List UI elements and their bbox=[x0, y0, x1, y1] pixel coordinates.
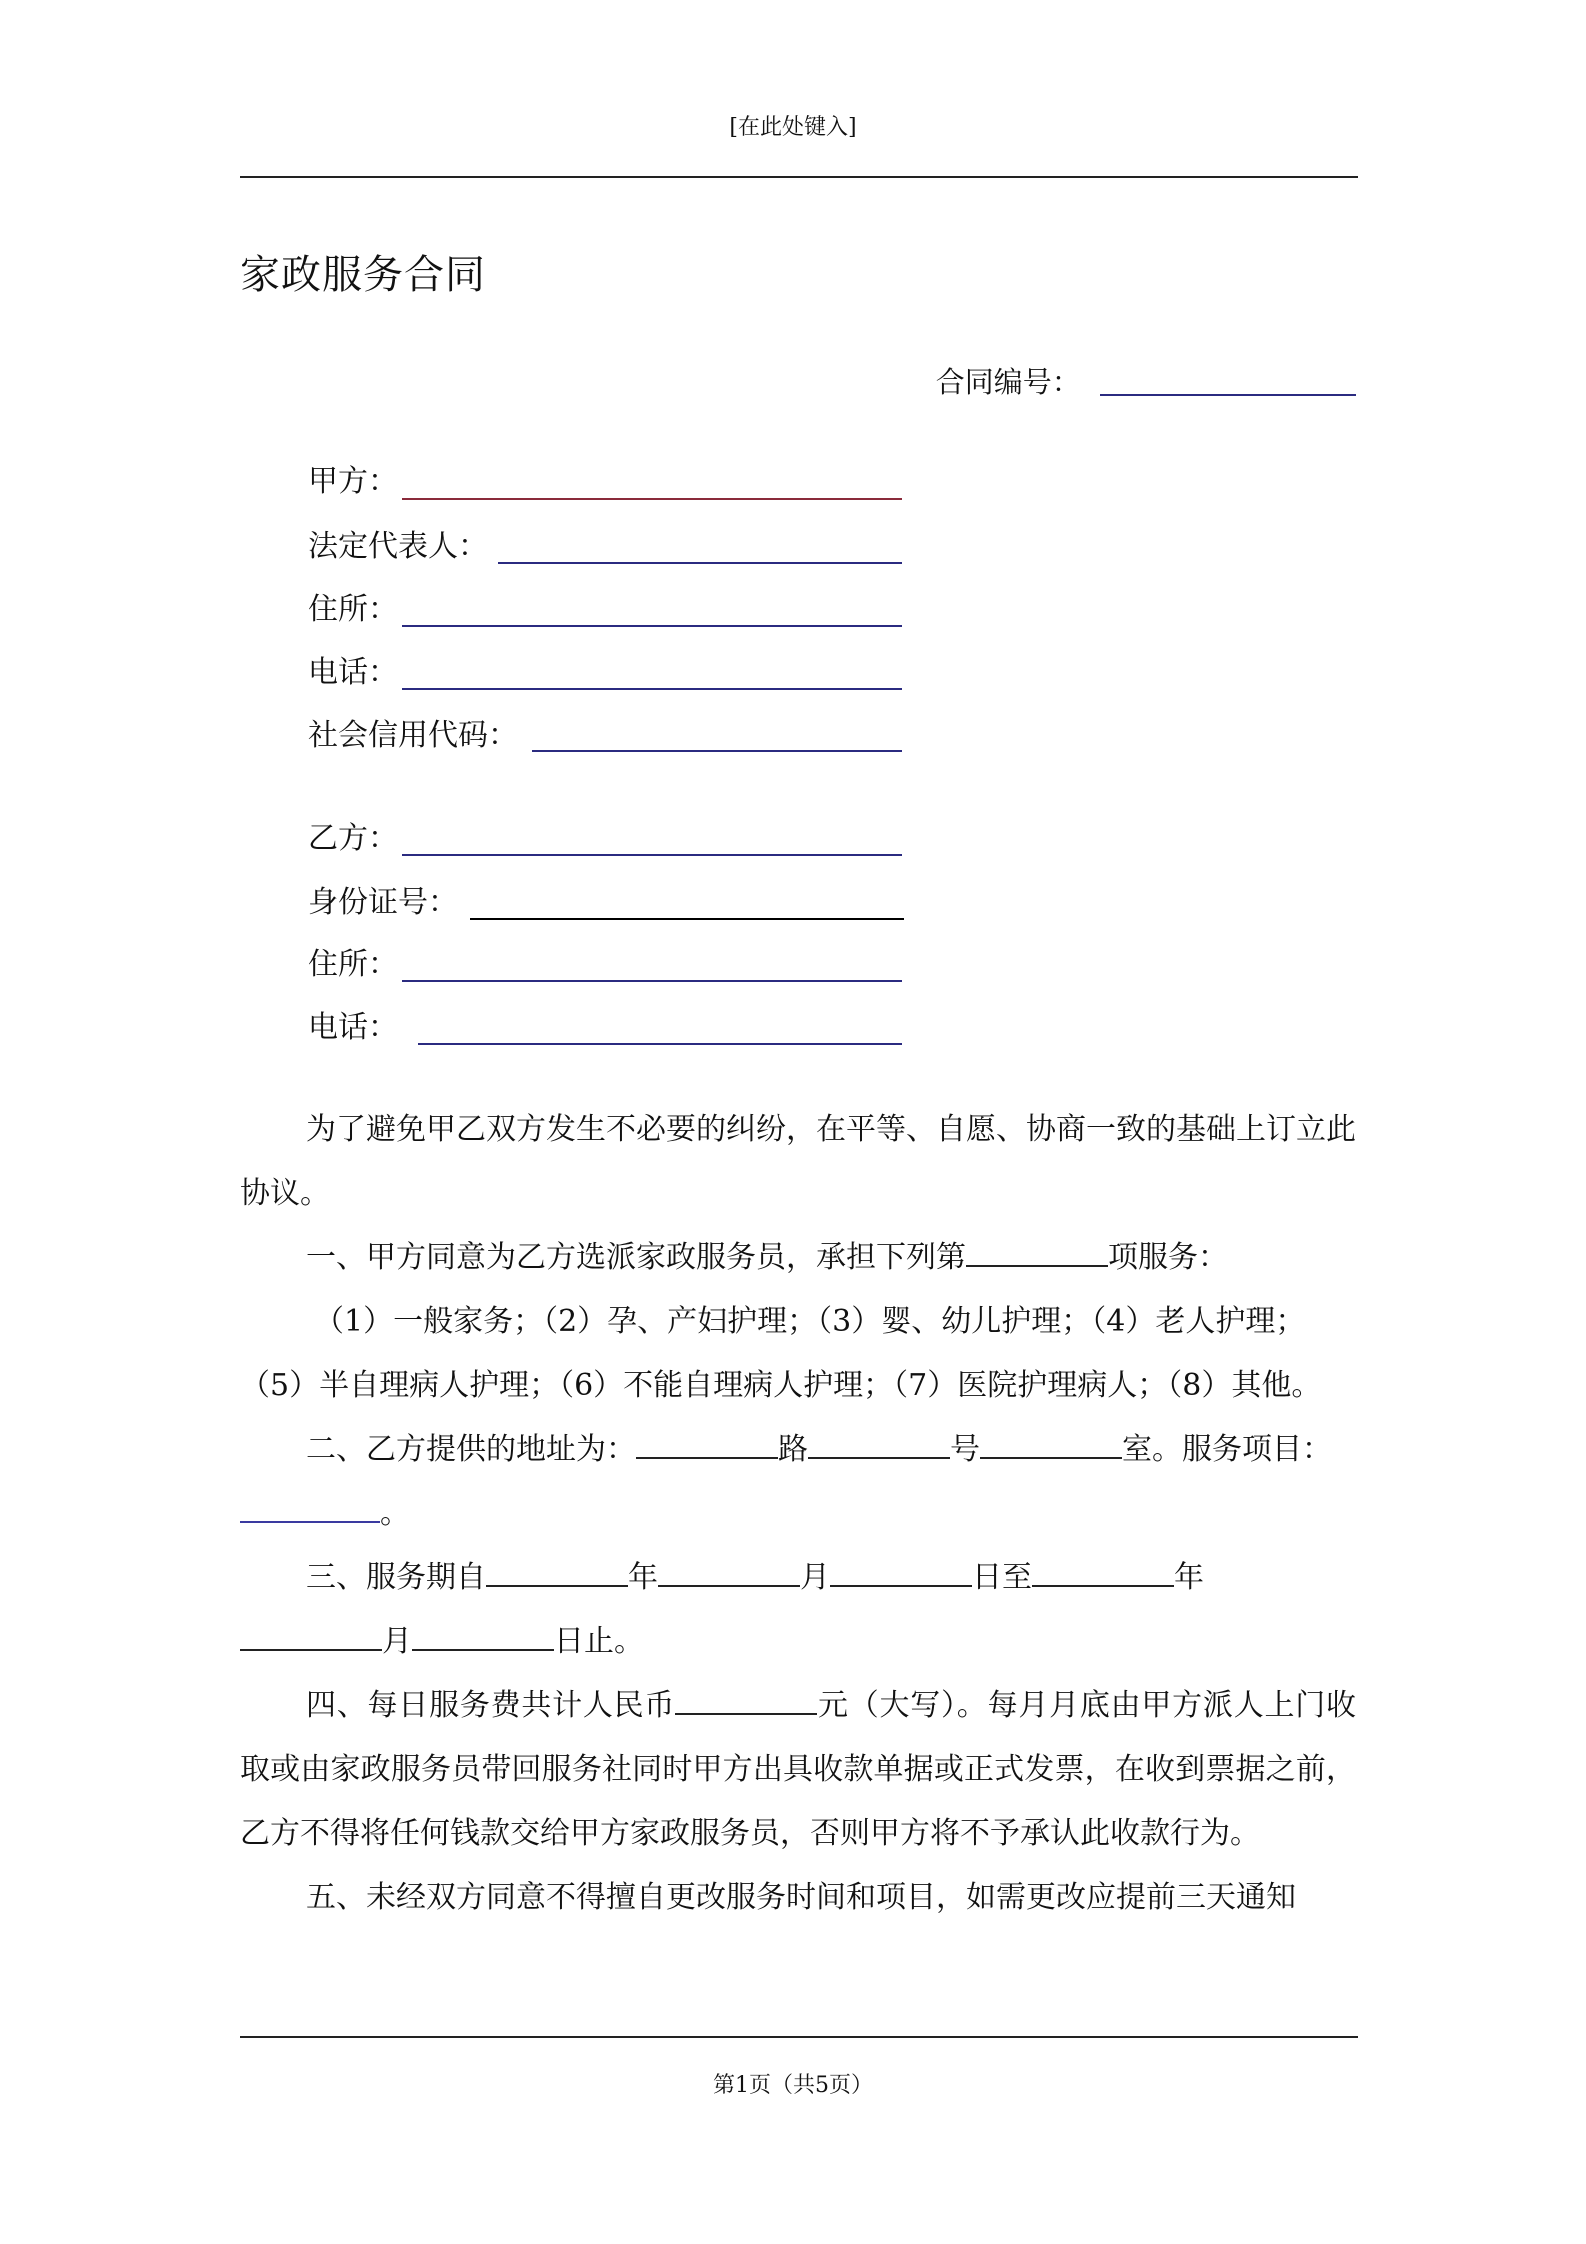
document-title: 家政服务合同 bbox=[240, 252, 486, 298]
clause-2-text-a: 二、乙方提供的地址为： bbox=[306, 1432, 636, 1467]
clause-1-text-b: 项服务： bbox=[1108, 1240, 1228, 1275]
intro-paragraph: 为了避免甲乙双方发生不必要的纠纷，在平等、自愿、协商一致的基础上订立此协议。 bbox=[240, 1112, 1356, 1211]
year-label-2: 年 bbox=[1174, 1560, 1204, 1595]
clause-3-end: 日止。 bbox=[554, 1624, 644, 1659]
service-item-blank[interactable] bbox=[966, 1239, 1108, 1267]
service-project-blank[interactable] bbox=[240, 1495, 380, 1523]
road-label: 路 bbox=[778, 1432, 808, 1467]
clause-2 bbox=[240, 1418, 1356, 1546]
clause-3 bbox=[240, 1546, 1356, 1674]
number-blank[interactable] bbox=[808, 1431, 950, 1459]
party-b-address-field[interactable] bbox=[402, 980, 902, 982]
clause-1-text-a: 一、甲方同意为乙方选派家政服务员，承担下列第 bbox=[306, 1240, 966, 1275]
footer-rule bbox=[240, 2036, 1358, 2038]
party-a-address-field[interactable] bbox=[402, 625, 902, 627]
contract-number-field[interactable] bbox=[1100, 394, 1356, 396]
clause-2-text-d: 室。服务项目： bbox=[1122, 1432, 1332, 1467]
fee-blank[interactable] bbox=[675, 1687, 817, 1715]
clause-4-text-a: 四、每日服务费共计人民币 bbox=[306, 1688, 676, 1723]
year-label: 年 bbox=[628, 1560, 658, 1595]
start-year-blank[interactable] bbox=[486, 1559, 628, 1587]
page-header: [在此处键入] bbox=[729, 115, 857, 140]
page-footer: 第1页（共5页） bbox=[713, 2073, 873, 2098]
contract-number-label: 合同编号： bbox=[935, 365, 1081, 399]
party-a-field[interactable] bbox=[402, 498, 902, 500]
clause-4 bbox=[240, 1674, 1356, 1866]
end-year-blank[interactable] bbox=[1032, 1559, 1174, 1587]
number-label: 号 bbox=[950, 1432, 980, 1467]
road-blank[interactable] bbox=[636, 1431, 778, 1459]
contract-body bbox=[240, 1098, 1356, 1930]
service-list-line-1: （1）一般家务；（2）孕、产妇护理；（3）婴、幼儿护理；（4）老人护理； bbox=[314, 1304, 1306, 1339]
clause-2-end: 。 bbox=[380, 1496, 410, 1531]
service-list-line-2: （5）半自理病人护理；（6）不能自理病人护理；（7）医院护理病人；（8）其他。 bbox=[240, 1368, 1322, 1403]
party-b-field[interactable] bbox=[402, 854, 902, 856]
month-label-2: 月 bbox=[382, 1624, 412, 1659]
day-to-label: 日至 bbox=[972, 1560, 1032, 1595]
clause-1 bbox=[240, 1226, 1356, 1290]
party-a-address-label: 住所： bbox=[308, 592, 398, 627]
end-month-blank[interactable] bbox=[240, 1623, 382, 1651]
id-number-label: 身份证号： bbox=[308, 885, 458, 920]
party-b-label: 乙方： bbox=[308, 821, 398, 856]
party-a-phone-label: 电话： bbox=[308, 655, 398, 690]
credit-code-label: 社会信用代码： bbox=[308, 718, 518, 753]
start-day-blank[interactable] bbox=[830, 1559, 972, 1587]
credit-code-field[interactable] bbox=[532, 750, 902, 752]
end-day-blank[interactable] bbox=[412, 1623, 554, 1651]
room-blank[interactable] bbox=[980, 1431, 1122, 1459]
party-b-phone-field[interactable] bbox=[418, 1043, 902, 1045]
party-b-address-label: 住所： bbox=[308, 947, 398, 982]
header-rule bbox=[240, 176, 1358, 178]
legal-rep-field[interactable] bbox=[498, 562, 902, 564]
party-a-label: 甲方： bbox=[308, 464, 398, 499]
legal-rep-label: 法定代表人： bbox=[308, 529, 488, 564]
clause-3-text-a: 三、服务期自 bbox=[306, 1560, 486, 1595]
month-label: 月 bbox=[800, 1560, 830, 1595]
party-a-phone-field[interactable] bbox=[402, 688, 902, 690]
id-number-field[interactable] bbox=[470, 918, 904, 920]
clause-5: 五、未经双方同意不得擅自更改服务时间和项目，如需更改应提前三天通知 bbox=[306, 1880, 1296, 1915]
start-month-blank[interactable] bbox=[658, 1559, 800, 1587]
party-b-phone-label: 电话： bbox=[308, 1010, 398, 1045]
clause-4-text-b: 元（大写）。每月月底由甲方派人上门收取或由家政服务员带回服务社同时甲方出具收款单据或正式发票，在收到票据之前，乙方不得将任何钱款交给甲方家政服务员，否则甲方将不予承认此收款行为。 bbox=[240, 1688, 1357, 1851]
